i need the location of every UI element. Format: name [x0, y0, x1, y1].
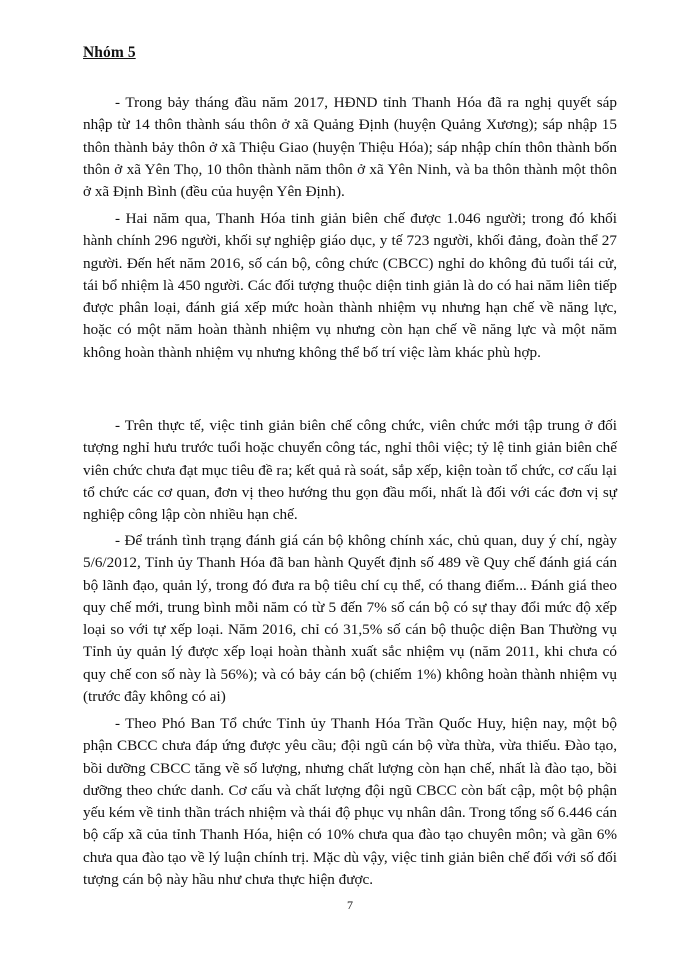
page-number: 7: [347, 898, 353, 912]
paragraph-village-merger: - Trong bảy tháng đầu năm 2017, HĐND tỉnh Thanh Hóa đã ra nghị quyết sáp nhập từ 14 thôn thành sáu thôn ở xã Quảng Định (huyện Quảng Xương); sáp nhập 15 thôn thành bảy thôn ở xã Thiệu Giao (huyện Thiệu Hóa); sáp nhập chín thôn thành bốn thôn ở xã Yên Thọ, 10 thôn thành năm thôn ở xã Yên Ninh, và ba thôn thành một thôn ở xã Định Bình (đều của huyện Yên Định).: [83, 94, 617, 201]
section-heading: Nhóm 5: [83, 44, 136, 61]
paragraph-staff-reduction: - Hai năm qua, Thanh Hóa tinh giản biên chế được 1.046 người; trong đó khối hành chính 296 người, khối sự nghiệp giáo dục, y tế 723 người, khối đảng, đoàn thể 27 người. Đến hết năm 2016, số cán bộ, công chức (CBCC) nghỉ do không đủ tuổi tái cử, tái bổ nhiệm là 450 người. Các đối tượng thuộc diện tinh giản là do có hai năm liên tiếp được phân loại, đánh giá xếp mức hoàn thành nhiệm vụ nhưng hạn chế về năng lực, hoặc có một năm hoàn thành nhiệm vụ nhưng còn hạn chế về năng lực và một năm không hoàn thành nhiệm vụ nhưng không thể bố trí việc làm khác phù hợp.: [83, 210, 617, 361]
paragraph-reality: - Trên thực tế, việc tinh giản biên chế công chức, viên chức mới tập trung ở đối tượng nghỉ hưu trước tuổi hoặc chuyển công tác, nghỉ thôi việc; tỷ lệ tinh giản biên chế viên chức chưa đạt mục tiêu đề ra; kết quả rà soát, sắp xếp, kiện toàn tổ chức, cơ cấu lại tổ chức các cơ quan, đơn vị theo hướng thu gọn đầu mối, nhất là đối với các đơn vị sự nghiệp công lập còn nhiều hạn chế.: [83, 417, 617, 524]
paragraph-evaluation-regulation: - Để tránh tình trạng đánh giá cán bộ không chính xác, chủ quan, duy ý chí, ngày 5/6/2012, Tỉnh ủy Thanh Hóa đã ban hành Quyết định số 489 về Quy chế đánh giá cán bộ lãnh đạo, quản lý, trong đó đưa ra bộ tiêu chí cụ thể, có thang điểm... Đánh giá theo quy chế mới, trung bình mỗi năm có từ 5 đến 7% số cán bộ có sự thay đổi mức độ xếp loại so với tự xếp loại. Năm 2016, chỉ có 31,5% số cán bộ thuộc diện Ban Thường vụ Tỉnh ủy quản lý được xếp loại hoàn thành xuất sắc nhiệm vụ (năm 2011, khi chưa có quy chế con số này là 56%); và có bảy cán bộ (chiếm 1%) không hoàn thành nhiệm vụ (trước đây không có ai): [83, 532, 617, 706]
paragraph-official-statement: - Theo Phó Ban Tổ chức Tỉnh ủy Thanh Hóa Trần Quốc Huy, hiện nay, một bộ phận CBCC chưa đáp ứng được yêu cầu; đội ngũ cán bộ vừa thừa, vừa thiếu. Đào tạo, bồi dưỡng CBCC tăng về số lượng, nhưng chất lượng còn hạn chế, nhất là đào tạo, bồi dưỡng theo chức danh. Cơ cấu và chất lượng đội ngũ CBCC còn bất cập, một bộ phận yếu kém về tinh thần trách nhiệm và thái độ phục vụ nhân dân. Trong tổng số 6.446 cán bộ cấp xã của tỉnh Thanh Hóa, hiện có 10% chưa qua đào tạo chuyên môn; và gần 6% chưa qua đào tạo về lý luận chính trị. Mặc dù vậy, việc tinh giản biên chế đối với số đối tượng cán bộ này hầu như chưa thực hiện được.: [83, 715, 617, 889]
